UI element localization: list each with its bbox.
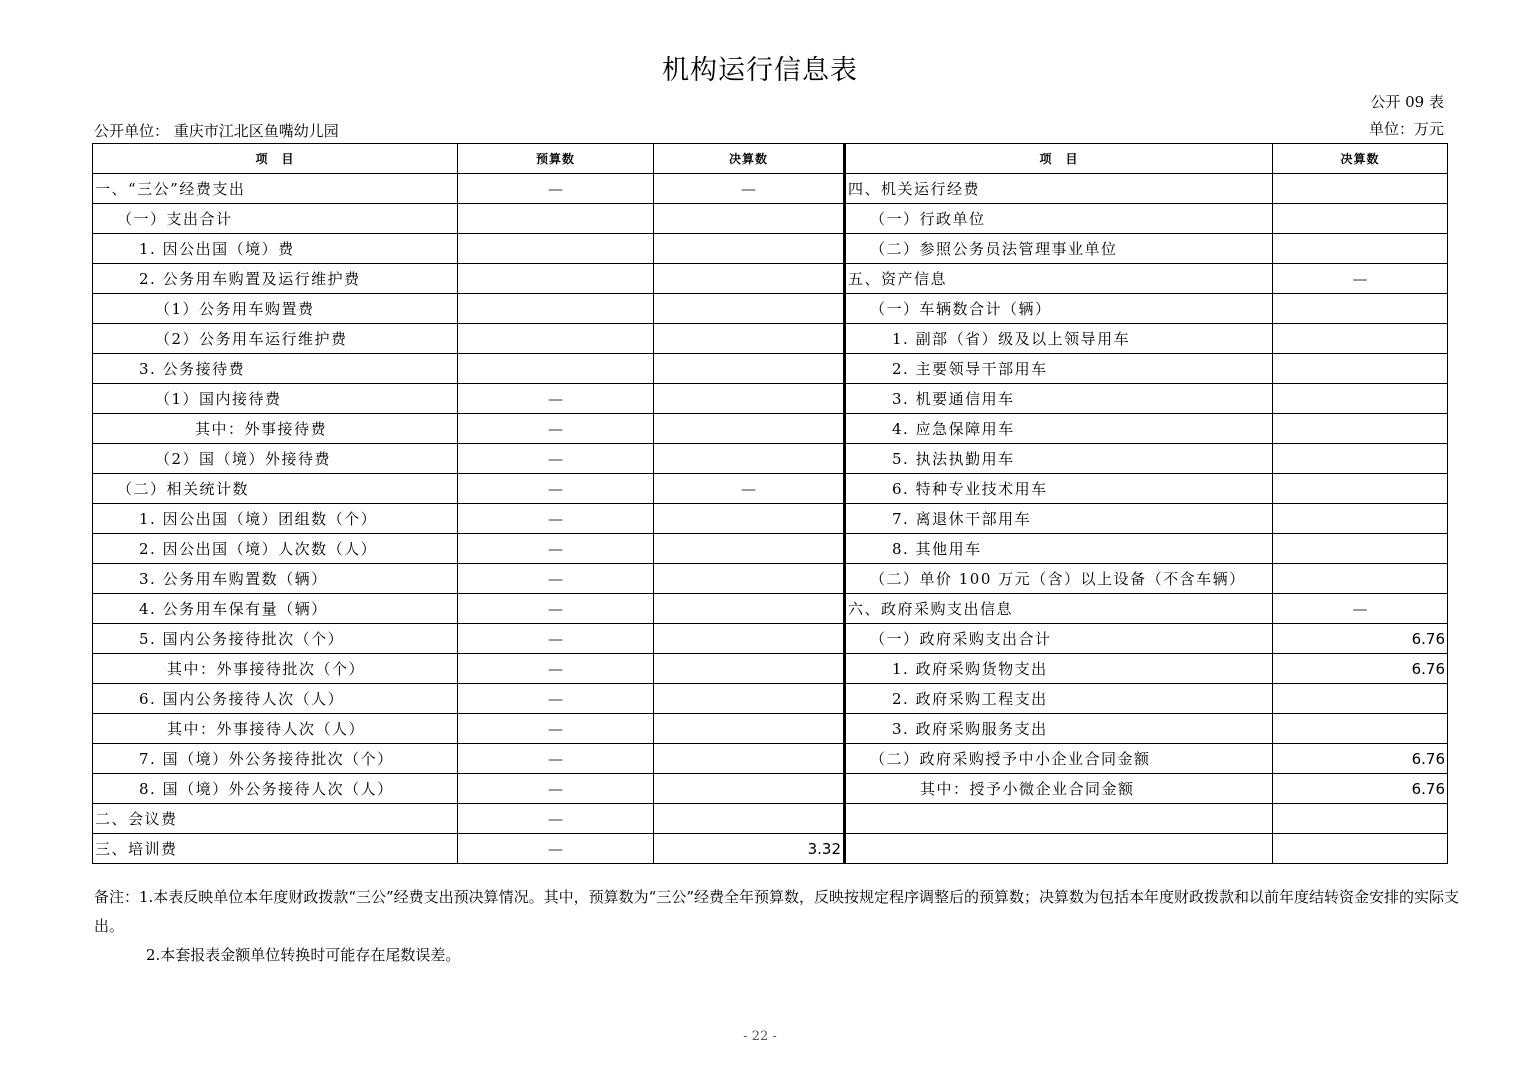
row-item-left: （2）国（境）外接待费 [93,444,458,474]
row-item-right: 五、资产信息 [845,264,1273,294]
table-row [93,414,1448,444]
row-final-right [1273,234,1448,264]
row-final-left [654,294,845,324]
row-final-left [654,714,845,744]
organization [94,120,339,141]
table-row [93,834,1448,864]
row-final-left [654,594,845,624]
table-row [93,504,1448,534]
row-budget: — [458,504,654,534]
row-budget: — [458,774,654,804]
row-budget [458,234,654,264]
row-final-left: — [654,174,845,204]
row-budget [458,264,654,294]
row-budget: — [458,624,654,654]
row-item-right: 2. 主要领导干部用车 [845,354,1273,384]
row-item-right: 4. 应急保障用车 [845,414,1273,444]
note-1: 备注：1.本表反映单位本年度财政拨款“三公”经费支出预决算情况。其中，预算数为“三公”经费全年预算数，反映按规定程序调整后的预算数；决算数为包括本年度财政拨款和以前年度结转资金安排的实际支出。 [94,888,1459,935]
row-item-left: 2. 公务用车购置及运行维护费 [93,264,458,294]
row-item-left: 一、“三公”经费支出 [93,174,458,204]
row-final-left [654,654,845,684]
row-item-left: 3. 公务接待费 [93,354,458,384]
header-item-left: 项 目 [93,144,458,174]
row-budget: — [458,654,654,684]
row-item-right: （二）参照公务员法管理事业单位 [845,234,1273,264]
row-budget: — [458,804,654,834]
row-budget [458,354,654,384]
table-row [93,774,1448,804]
row-item-right: 8. 其他用车 [845,534,1273,564]
table-row [93,324,1448,354]
table-row [93,534,1448,564]
row-item-right: 1. 副部（省）级及以上领导用车 [845,324,1273,354]
header-final-right: 决算数 [1273,144,1448,174]
row-item-left: 1. 因公出国（境）团组数（个） [93,504,458,534]
row-item-right: 3. 政府采购服务支出 [845,714,1273,744]
org-name: 重庆市江北区鱼嘴幼儿园 [173,122,339,140]
row-item-right: （一）政府采购支出合计 [845,624,1273,654]
row-item-right: （二）单价 100 万元（含）以上设备（不含车辆） [845,564,1273,594]
row-final-left [654,204,845,234]
row-item-left: 2. 因公出国（境）人次数（人） [93,534,458,564]
info-table [92,143,1448,864]
header-item-right: 项 目 [845,144,1273,174]
form-number: 公开 09 表 [1370,93,1444,111]
row-final-left: 3.32 [654,834,845,864]
row-final-right [1273,294,1448,324]
row-item-right: 四、机关运行经费 [845,174,1273,204]
row-item-right: 3. 机要通信用车 [845,384,1273,414]
table-header [93,144,1448,174]
table-row [93,684,1448,714]
org-label: 公开单位： [94,122,170,140]
row-item-left: 3. 公务用车购置数（辆） [93,564,458,594]
row-item-left: （1）国内接待费 [93,384,458,414]
row-final-right: — [1273,264,1448,294]
row-final-right [1273,564,1448,594]
row-budget: — [458,414,654,444]
row-item-left: 8. 国（境）外公务接待人次（人） [93,774,458,804]
row-final-right: 6.76 [1273,624,1448,654]
row-final-right [1273,534,1448,564]
row-budget: — [458,834,654,864]
table-row [93,204,1448,234]
row-budget: — [458,444,654,474]
row-item-left: 6. 国内公务接待人次（人） [93,684,458,714]
header-budget: 预算数 [458,144,654,174]
row-item-left: 三、培训费 [93,834,458,864]
row-item-right: 其中：授予小微企业合同金额 [845,774,1273,804]
row-budget: — [458,474,654,504]
row-final-right [1273,324,1448,354]
row-item-right [845,804,1273,834]
table-row [93,654,1448,684]
row-final-right [1273,444,1448,474]
row-final-right [1273,384,1448,414]
table-row [93,264,1448,294]
row-final-left [654,234,845,264]
row-item-left: 二、会议费 [93,804,458,834]
page-number: - 22 - [743,1029,777,1044]
row-item-right: 1. 政府采购货物支出 [845,654,1273,684]
row-final-left [654,804,845,834]
row-budget: — [458,684,654,714]
table-row [93,384,1448,414]
table-row [93,594,1448,624]
row-item-left: （1）公务用车购置费 [93,294,458,324]
row-final-left [654,774,845,804]
row-item-left: 其中：外事接待批次（个） [93,654,458,684]
table-row [93,234,1448,264]
row-final-right [1273,504,1448,534]
row-final-left [654,384,845,414]
row-final-left [654,444,845,474]
table-row [93,294,1448,324]
table-row [93,474,1448,504]
row-budget [458,294,654,324]
row-item-left: 7. 国（境）外公务接待批次（个） [93,744,458,774]
row-budget: — [458,564,654,594]
row-final-right: 6.76 [1273,744,1448,774]
row-final-left [654,264,845,294]
row-final-right [1273,414,1448,444]
row-final-right: 6.76 [1273,774,1448,804]
row-item-right: 5. 执法执勤用车 [845,444,1273,474]
row-item-left: （一）支出合计 [93,204,458,234]
row-final-right [1273,204,1448,234]
row-item-left: 4. 公务用车保有量（辆） [93,594,458,624]
row-budget: — [458,714,654,744]
row-item-left: （二）相关统计数 [93,474,458,504]
unit-label: 单位：万元 [1368,120,1444,138]
row-final-left [654,414,845,444]
row-final-right [1273,804,1448,834]
row-final-right [1273,474,1448,504]
row-item-right: 六、政府采购支出信息 [845,594,1273,624]
row-budget: — [458,594,654,624]
table-row [93,714,1448,744]
table-row [93,564,1448,594]
row-final-right [1273,174,1448,204]
table-row [93,804,1448,834]
row-item-right: 7. 离退休干部用车 [845,504,1273,534]
row-final-right: 6.76 [1273,654,1448,684]
row-final-right [1273,834,1448,864]
row-item-left: （2）公务用车运行维护费 [93,324,458,354]
row-item-left: 5. 国内公务接待批次（个） [93,624,458,654]
table-row [93,744,1448,774]
row-budget: — [458,384,654,414]
row-final-right [1273,354,1448,384]
row-final-left [654,684,845,714]
row-final-left [654,744,845,774]
row-item-right: （一）车辆数合计（辆） [845,294,1273,324]
row-item-left: 1. 因公出国（境）费 [93,234,458,264]
row-item-left: 其中：外事接待人次（人） [93,714,458,744]
page-title: 机构运行信息表 [662,55,858,86]
row-final-right: — [1273,594,1448,624]
row-final-left [654,534,845,564]
row-final-left [654,564,845,594]
row-final-left [654,504,845,534]
row-final-right [1273,684,1448,714]
row-budget [458,204,654,234]
table-row [93,354,1448,384]
row-final-left [654,624,845,654]
note-2: 2.本套报表金额单位转换时可能存在尾数误差。 [146,946,461,964]
row-final-left [654,324,845,354]
row-final-left [654,354,845,384]
row-budget: — [458,174,654,204]
row-item-right: 2. 政府采购工程支出 [845,684,1273,714]
row-item-right [845,834,1273,864]
row-item-right: 6. 特种专业技术用车 [845,474,1273,504]
row-budget: — [458,744,654,774]
table-row [93,624,1448,654]
row-final-left: — [654,474,845,504]
notes [94,883,1484,970]
row-final-right [1273,714,1448,744]
row-item-right: （二）政府采购授予中小企业合同金额 [845,744,1273,774]
row-budget [458,324,654,354]
row-item-left: 其中：外事接待费 [93,414,458,444]
table-row [93,174,1448,204]
header-final-left: 决算数 [654,144,845,174]
row-budget: — [458,534,654,564]
row-item-right: （一）行政单位 [845,204,1273,234]
table-row [93,444,1448,474]
